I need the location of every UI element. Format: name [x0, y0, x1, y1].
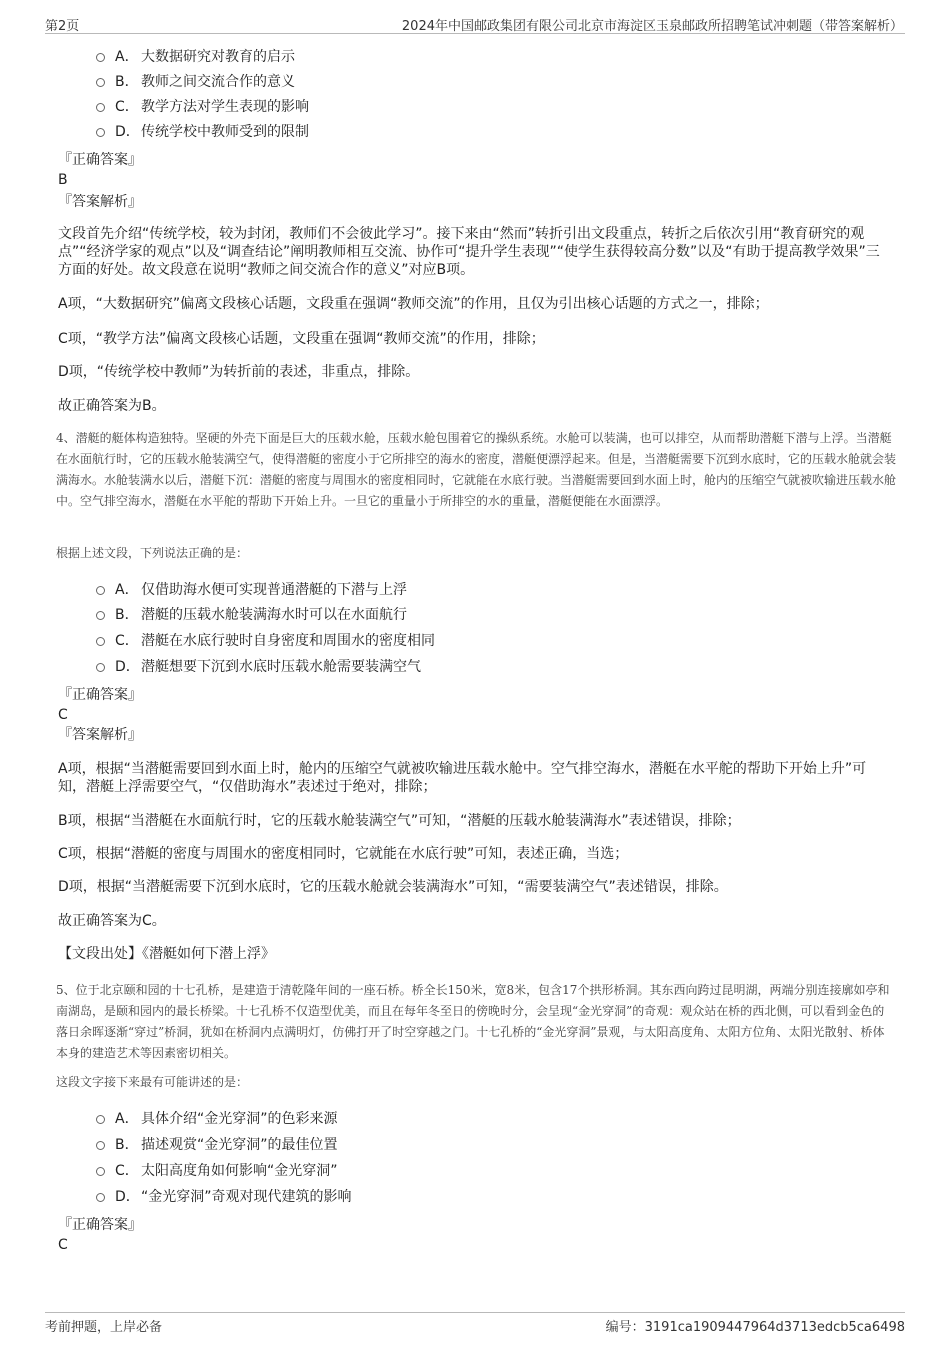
radio-icon[interactable]	[96, 53, 105, 62]
radio-icon[interactable]	[96, 78, 105, 87]
q4-analysis-c: C项，根据“潜艇的密度与周围水的密度相同时，它就能在水底行驶”可知，表述正确，当选；	[58, 846, 629, 862]
q5-option-b[interactable]: B． 描述观赏“金光穿洞”的最佳位置	[96, 1135, 338, 1155]
footer-slogan: 考前押题，上岸必备	[45, 1320, 163, 1335]
q5-answer: C	[58, 1237, 68, 1253]
q3-option-d[interactable]: D．传统学校中教师受到的限制	[96, 122, 309, 142]
q3-analysis-a: A项，“大数据研究”偏离文段核心话题，文段重在强调“教师交流”的作用，且仅为引出核心话题的方式之一，排除；	[58, 296, 769, 312]
radio-icon[interactable]	[96, 128, 105, 137]
q3-option-a[interactable]: A． 大数据研究对教育的启示	[96, 47, 295, 67]
q4-option-b[interactable]: B． 潜艇的压载水舱装满海水时可以在水面航行	[96, 605, 407, 625]
q5-option-a[interactable]: A． 具体介绍“金光穿洞”的色彩来源	[96, 1109, 338, 1129]
q4-analysis-b: B项，根据“当潜艇在水面航行时，它的压载水舱装满空气”可知，“潜艇的压载水舱装满海水”表述错误，排除；	[58, 813, 741, 829]
radio-icon[interactable]	[96, 663, 105, 672]
q4-conclusion: 故正确答案为C。	[58, 913, 166, 929]
q5-question: 5、位于北京颐和园的十七孔桥，是建造于清乾隆年间的一座石桥。桥全长150米，宽8米，包含17个拱形桥洞。其东西向跨过昆明湖，两端分别连接廓如亭和南湖岛，是颐和园内的最长桥梁。十七孔桥不仅造型优美，而且在每年冬至日的傍晚时分，会呈现“金光穿洞”的奇观：观众站在桥的西北侧，可以看到金色的落日余晖逐渐“穿过”桥洞，犹如在桥洞内点满明灯，仿佛打开了时空穿越之门。十七孔桥的“金光穿洞”景观，与太阳高度角、太阳方位角、太阳光散射、桥体本身的建造艺术等因素密切相关。	[56, 983, 890, 1060]
q3-analysis-paragraph: 文段首先介绍“传统学校，较为封闭，教师们不会彼此学习”。接下来由“然而”转折引出文段重点，转折之后依次引用“教育研究的观点”“经济学家的观点”以及“调查结论”阐明教师相互交流、协作可“提升学生表现”“使学生获得较高分数”以及“有助于提高教学效果”三方面的好处。故文段意在说明“教师之间交流合作的意义”对应B项。	[58, 226, 880, 278]
q4-option-a[interactable]: A． 仅借助海水便可实现普通潜艇的下潜与上浮	[96, 580, 407, 600]
radio-icon[interactable]	[96, 1167, 105, 1176]
radio-icon[interactable]	[96, 1193, 105, 1202]
q4-answer-label: 『正确答案』	[58, 687, 142, 703]
q3-answer: B	[58, 172, 68, 188]
q3-analysis-c: C项，“教学方法”偏离文段核心话题，文段重在强调“教师交流”的作用，排除；	[58, 331, 545, 347]
q5-prompt: 这段文字接下来最有可能讲述的是：	[56, 1075, 249, 1089]
q4-analysis-d: D项，根据“当潜艇需要下沉到水底时，它的压载水舱就会装满海水”可知，“需要装满空气”表述错误，排除。	[58, 879, 728, 895]
q4-answer: C	[58, 707, 68, 723]
q5-option-d[interactable]: D．“金光穿洞”奇观对现代建筑的影响	[96, 1187, 352, 1207]
q4-option-c[interactable]: C． 潜艇在水底行驶时自身密度和周围水的密度相同	[96, 631, 435, 651]
document-id: 编号：3191ca1909447964d3713edcb5ca6498	[605, 1320, 905, 1335]
q3-conclusion: 故正确答案为B。	[58, 398, 166, 414]
q5-option-c[interactable]: C． 太阳高度角如何影响“金光穿洞”	[96, 1161, 338, 1181]
q4-option-d[interactable]: D．潜艇想要下沉到水底时压载水舱需要装满空气	[96, 657, 421, 677]
q3-option-c[interactable]: C． 教学方法对学生表现的影响	[96, 97, 309, 117]
q4-prompt: 根据上述文段，下列说法正确的是：	[56, 546, 249, 560]
page-footer	[45, 1312, 905, 1335]
q4-analysis-a: A项，根据“当潜艇需要回到水面上时，舱内的压缩空气就被吹输进压载水舱中。空气排空海水，潜艇在水平舵的帮助下开始上升”可知，潜艇上浮需要空气，“仅借助海水”表述过于绝对，排除；	[58, 761, 867, 795]
radio-icon[interactable]	[96, 586, 105, 595]
q4-source: 【文段出处】《潜艇如何下潜上浮》	[58, 946, 275, 962]
page-header	[45, 13, 905, 34]
q3-option-b[interactable]: B． 教师之间交流合作的意义	[96, 72, 295, 92]
radio-icon[interactable]	[96, 637, 105, 646]
q3-answer-label: 『正确答案』	[58, 152, 142, 168]
q4-question: 4、潜艇的艇体构造独特。坚硬的外壳下面是巨大的压载水舱，压载水舱包围着它的操纵系统。水舱可以装满，也可以排空，从而帮助潜艇下潜与上浮。当潜艇在水面航行时，它的压载水舱装满空气，使得潜艇的密度小于它所排空的海水的密度，潜艇便漂浮起来。但是，当潜艇需要下沉到水底时，它的压载水舱就会装满海水。水舱装满水以后，潜艇下沉：潜艇的密度与周围水的密度相同时，它就能在水底行驶。当潜艇需要回到水面上时，舱内的压缩空气就被吹输进压载水舱中。空气排空海水，潜艇在水平舵的帮助下开始上升。一旦它的重量小于所排空的水的重量，潜艇便能在水面漂浮。	[56, 431, 897, 508]
radio-icon[interactable]	[96, 611, 105, 620]
q3-analysis-d: D项，“传统学校中教师”为转折前的表述，非重点，排除。	[58, 364, 420, 380]
radio-icon[interactable]	[96, 1115, 105, 1124]
q5-answer-label: 『正确答案』	[58, 1217, 142, 1233]
radio-icon[interactable]	[96, 103, 105, 112]
q4-analysis-label: 『答案解析』	[58, 727, 142, 743]
q3-analysis-label: 『答案解析』	[58, 194, 142, 210]
document-title: 2024年中国邮政集团有限公司北京市海淀区玉泉邮政所招聘笔试冲刺题（带答案解析）	[401, 19, 903, 34]
radio-icon[interactable]	[96, 1141, 105, 1150]
page-number: 第2页	[45, 19, 80, 34]
